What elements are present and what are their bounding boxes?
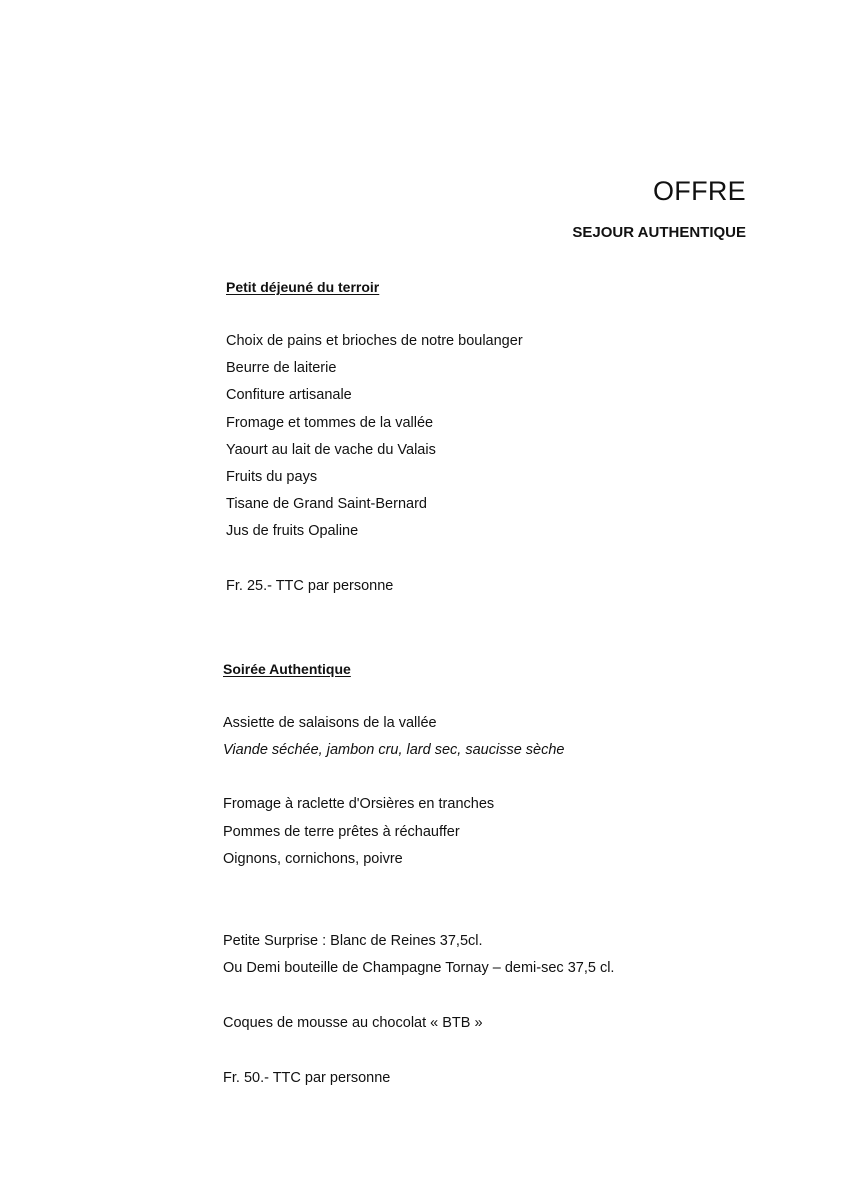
breakfast-price: Fr. 25.- TTC par personne — [226, 578, 394, 594]
list-item: Tisane de Grand Saint-Bernard — [226, 496, 427, 512]
list-item: Fromage et tommes de la vallée — [226, 415, 434, 431]
evening-heading: Soirée Authentique — [223, 661, 351, 677]
list-item: Confiture artisanale — [226, 387, 352, 403]
list-item: Beurre de laiterie — [226, 360, 337, 376]
list-item: Oignons, cornichons, poivre — [223, 851, 403, 867]
surprise-alt-item: Ou Demi bouteille de Champagne Tornay – demi-sec 37,5 cl. — [223, 960, 615, 976]
platter-detail: Viande séchée, jambon cru, lard sec, saucisse sèche — [223, 742, 565, 758]
list-item: Pommes de terre prêtes à réchauffer — [223, 824, 460, 840]
list-item: Jus de fruits Opaline — [226, 523, 359, 539]
surprise-item: Petite Surprise : Blanc de Reines 37,5cl. — [223, 933, 483, 949]
page-subtitle: SEJOUR AUTHENTIQUE — [572, 224, 746, 241]
list-item: Fruits du pays — [226, 469, 318, 485]
breakfast-heading: Petit déjeuné du terroir — [226, 279, 380, 295]
platter-item: Assiette de salaisons de la vallée — [223, 715, 437, 731]
dessert-item: Coques de mousse au chocolat « BTB » — [223, 1015, 483, 1031]
list-item: Fromage à raclette d'Orsières en tranches — [223, 796, 495, 812]
evening-price: Fr. 50.- TTC par personne — [223, 1070, 391, 1086]
page-title: OFFRE — [653, 176, 746, 206]
list-item: Yaourt au lait de vache du Valais — [226, 442, 436, 458]
list-item: Choix de pains et brioches de notre boulanger — [226, 333, 523, 349]
